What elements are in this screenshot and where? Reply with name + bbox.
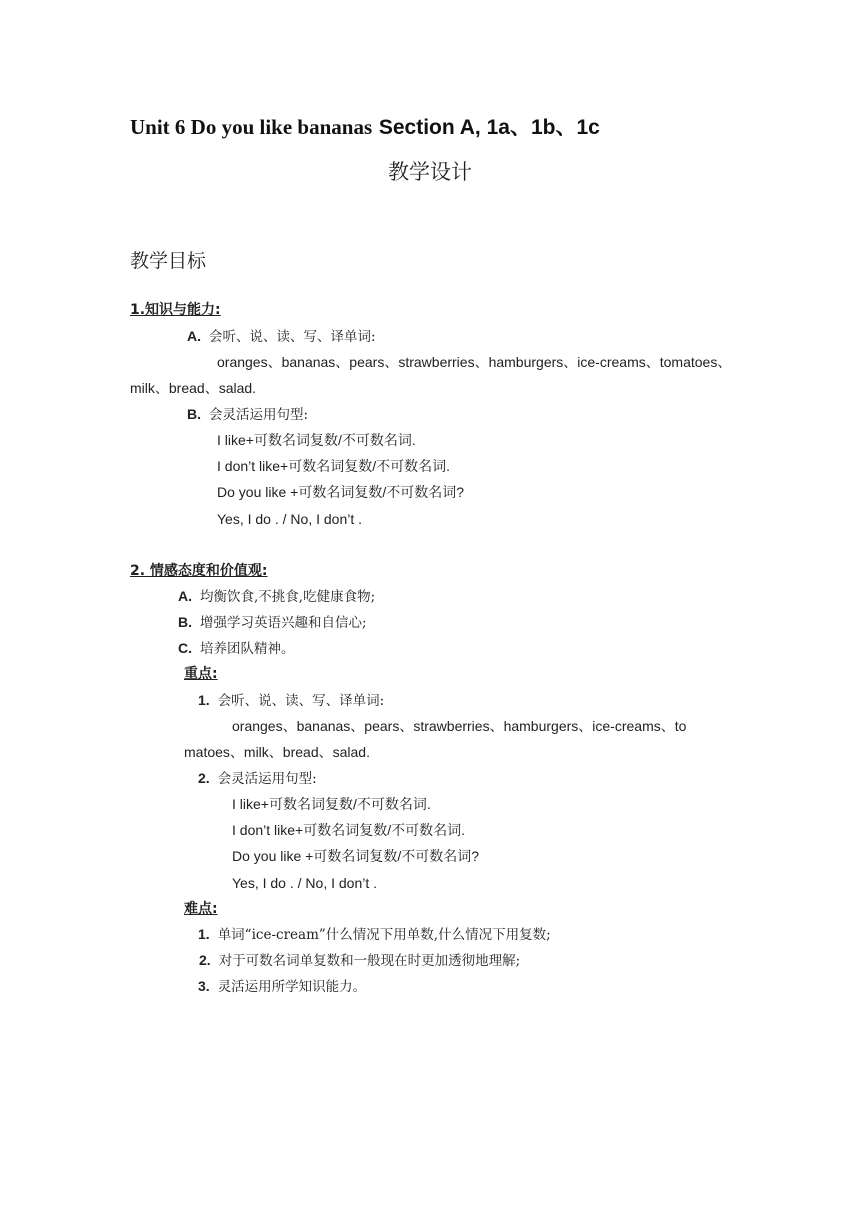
key-item-2-marker: 2.: [198, 770, 210, 786]
s1-item-b-text: 会灵活运用句型:: [209, 407, 309, 423]
key-item-2-text: 会灵活运用句型:: [217, 771, 317, 787]
key-item-1-marker: 1.: [198, 692, 210, 708]
s1-item-a-marker: A.: [187, 328, 201, 344]
diff-item-3: [198, 977, 366, 996]
diff-item-2: [199, 951, 520, 970]
s1-vocab-line-1: oranges、bananas、pears、strawberries、hamburgers、ice-creams、tomatoes、: [217, 354, 732, 370]
s2-item-b-text: 增强学习英语兴趣和自信心;: [200, 615, 367, 631]
s1-pattern-1: I like+可数名词复数/不可数名词.: [217, 432, 416, 448]
diff-item-3-marker: 3.: [198, 978, 210, 994]
key-pattern-1: I like+可数名词复数/不可数名词.: [232, 796, 431, 812]
key-item-2: [198, 769, 317, 788]
document-subtitle: 教学设计: [388, 160, 472, 184]
s1-item-a: [187, 327, 376, 346]
s1-item-a-text: 会听、说、读、写、译单词:: [209, 329, 376, 345]
s1-item-b-marker: B.: [187, 406, 201, 422]
s2-item-b-marker: B.: [178, 614, 192, 630]
section-2-title: 2. 情感态度和价值观:: [130, 563, 268, 579]
key-item-1: [198, 691, 384, 710]
key-points-title: 重点:: [184, 666, 218, 682]
section-1-title: 1.知识与能力:: [130, 302, 221, 318]
s2-item-c: [178, 639, 295, 658]
key-item-1-text: 会听、说、读、写、译单词:: [217, 693, 385, 709]
s2-item-b: [178, 613, 367, 632]
key-pattern-4: Yes, I do . / No, I don’t .: [232, 875, 378, 891]
title-section: Section A, 1a、1b、1c: [378, 116, 600, 139]
key-pattern-3: Do you like +可数名词复数/不可数名词?: [232, 848, 479, 864]
key-pattern-2: I don’t like+可数名词复数/不可数名词.: [232, 822, 465, 838]
s2-item-c-marker: C.: [178, 640, 192, 656]
key-vocab-line-2: matoes、milk、bread、salad.: [184, 744, 370, 760]
section-heading: 教学目标: [130, 250, 207, 272]
s2-item-a-marker: A.: [178, 588, 192, 604]
difficult-points-title: 难点:: [184, 901, 218, 917]
s1-pattern-4: Yes, I do . / No, I don’t .: [217, 511, 363, 527]
s1-vocab-line-2: milk、bread、salad.: [130, 380, 257, 396]
diff-item-1-marker: 1.: [198, 926, 210, 942]
title-unit: Unit 6 Do you like bananas: [130, 115, 373, 139]
s2-item-a: [178, 587, 375, 606]
document-title: [130, 114, 600, 141]
s1-pattern-3: Do you like +可数名词复数/不可数名词?: [217, 484, 464, 500]
diff-item-3-text: 灵活运用所学知识能力。: [217, 979, 367, 995]
diff-item-1-text: 单词“ice-cream”什么情况下用单数,什么情况下用复数;: [217, 927, 551, 943]
diff-item-2-text: 对于可数名词单复数和一般现在时更加透彻地理解;: [218, 953, 521, 969]
diff-item-2-marker: 2.: [199, 952, 211, 968]
s1-pattern-2: I don’t like+可数名词复数/不可数名词.: [217, 458, 450, 474]
key-vocab-line-1: oranges、bananas、pears、strawberries、hamburgers、ice-creams、to: [232, 718, 687, 734]
diff-item-1: [198, 925, 551, 944]
s2-item-c-text: 培养团队精神。: [200, 641, 295, 657]
s2-item-a-text: 均衡饮食,不挑食,吃健康食物;: [200, 589, 376, 605]
s1-item-b: [187, 405, 308, 424]
